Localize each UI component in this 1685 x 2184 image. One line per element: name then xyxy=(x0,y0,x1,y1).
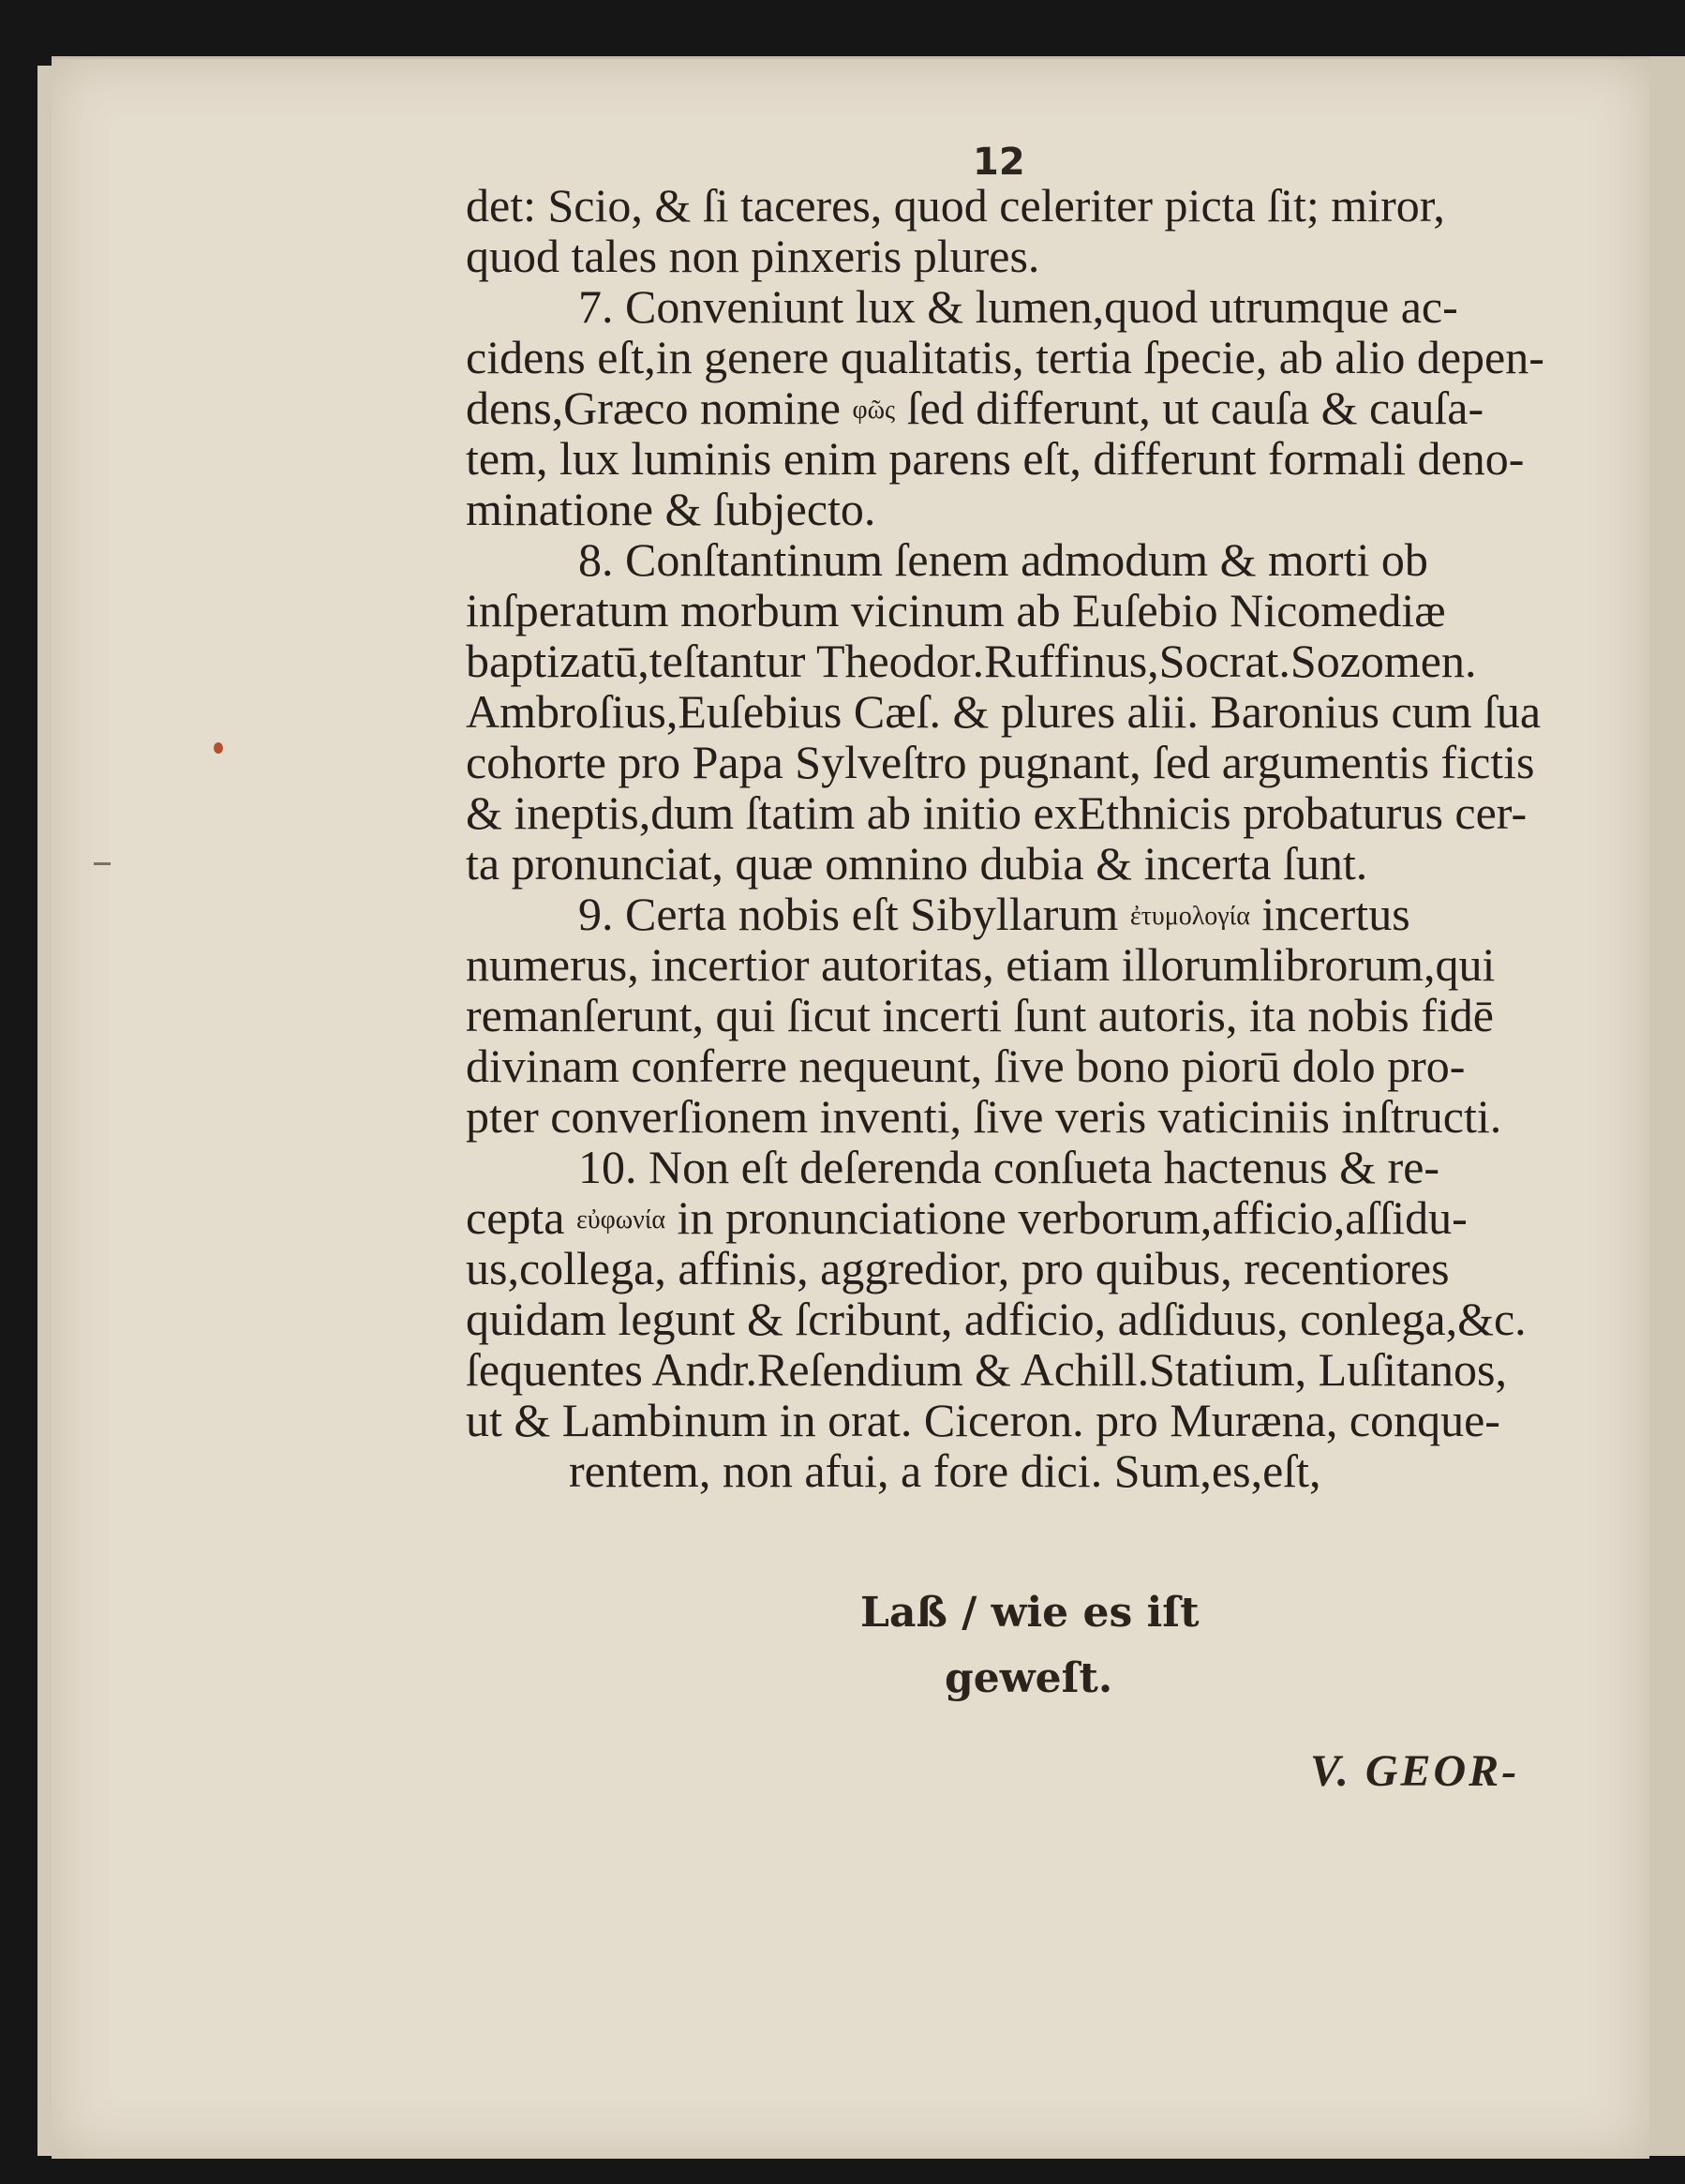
text-line: ta pronunciat, quæ omnino dubia & incerta ſunt. xyxy=(466,837,1368,890)
page-number: 12 xyxy=(973,141,1025,184)
text-line: 7. Conveniunt lux & lumen,quod utrumque ac- xyxy=(578,280,1458,333)
catchword: V. GEOR- xyxy=(1310,1746,1520,1796)
greek-word: φῶς xyxy=(852,396,896,425)
greek-word: εὐφωνία xyxy=(575,1205,666,1234)
text-line: cohorte pro Papa Sylveſtro pugnant, ſed argumentis fictis xyxy=(466,736,1535,788)
text-line: ſequentes Andr.Reſendium & Achill.Statium, Luſitanos, xyxy=(466,1343,1508,1396)
margin-tick xyxy=(94,862,111,865)
text-line: baptizatū,teſtantur Theodor.Ruffinus,Socrat.Sozomen. xyxy=(466,635,1477,687)
text-line: cidens eſt,in genere qualitatis, tertia ſpecie, ab alio depen- xyxy=(466,331,1544,383)
text-line: minatione & ſubjecto. xyxy=(466,483,876,535)
text-line: rentem, non afui, a fore dici. Sum,es,eſt, xyxy=(569,1444,1321,1497)
red-ink-mark xyxy=(214,742,223,754)
fraktur-line-1: Laß / wie es iſt xyxy=(860,1589,1200,1637)
text-line-greek: cepta εὐφωνία in pronunciatione verborum,afficio,aſſidu- xyxy=(466,1191,1468,1244)
text-line: 8. Conſtantinum ſenem admodum & morti ob xyxy=(578,533,1428,586)
text-line: pter converſionem inventi, ſive veris vaticiniis inſtructi. xyxy=(466,1090,1502,1143)
text-line: ut & Lambinum in orat. Ciceron. pro Muræna, conque- xyxy=(466,1394,1500,1446)
text-line-greek: 9. Certa nobis eſt Sibyllarum ἐτυμολογία incertus xyxy=(578,888,1410,940)
text-line: quod tales non pinxeris plures. xyxy=(466,230,1040,282)
text-line: Ambroſius,Euſebius Cæſ. & plures alii. Baronius cum ſua xyxy=(466,685,1542,738)
text-line-greek: dens,Græco nomine φῶς ſed differunt, ut cauſa & cauſa- xyxy=(466,381,1484,434)
text-line: remanſerunt, qui ſicut incerti ſunt autoris, ita nobis fidē xyxy=(466,989,1494,1041)
text-line: tem, lux luminis enim parens eſt, differunt formali deno- xyxy=(466,432,1525,485)
body-text xyxy=(466,180,1543,1496)
fraktur-line-2: geweſt. xyxy=(945,1654,1113,1702)
text-line: & ineptis,dum ſtatim ab initio exEthnicis probaturus cer- xyxy=(466,786,1528,839)
text-line: det: Scio, & ſi taceres, quod celeriter picta ſit; miror, xyxy=(466,179,1445,232)
text-line: divinam conferre nequeunt, ſive bono piorū dolo pro- xyxy=(466,1040,1466,1092)
text-line: us,collega, affinis, aggredior, pro quibus, recentiores xyxy=(466,1242,1450,1294)
text-line: quidam legunt & ſcribunt, adficio, adſiduus, conlega,&c. xyxy=(466,1293,1527,1345)
text-line: 10. Non eſt deſerenda conſueta hactenus & re- xyxy=(578,1141,1440,1193)
text-line: numerus, incertior autoritas, etiam illorumlibrorum,qui xyxy=(466,938,1496,991)
text-line: inſperatum morbum vicinum ab Euſebio Nicomediæ xyxy=(466,584,1446,636)
greek-word: ἐτυμολογία xyxy=(1129,902,1250,931)
